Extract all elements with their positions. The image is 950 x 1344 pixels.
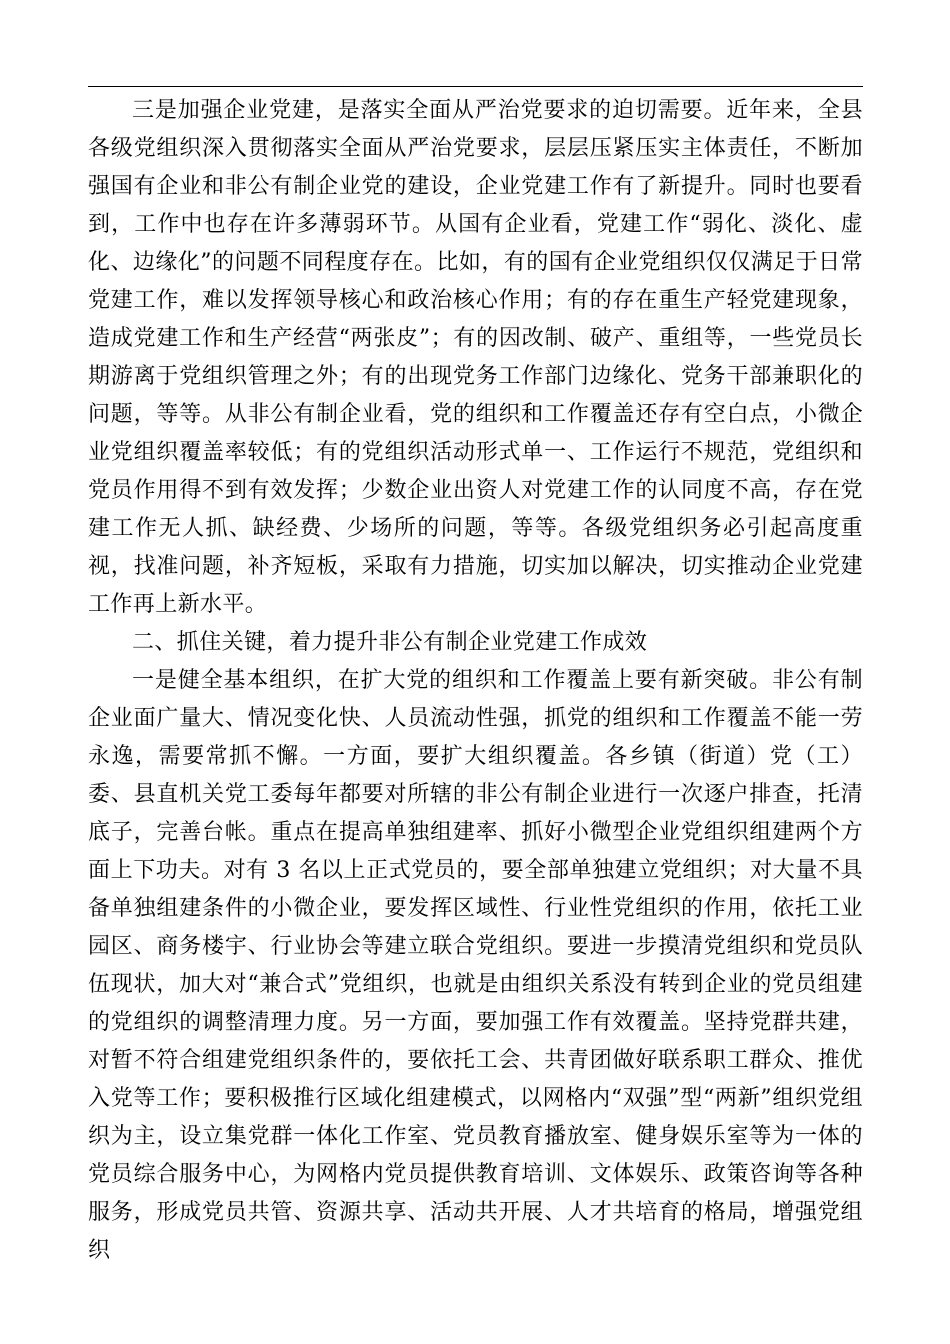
section-heading-two: 二、抓住关键，着力提升非公有制企业党建工作成效 xyxy=(132,630,648,655)
document-body xyxy=(88,92,863,1270)
paragraph-strengthen-party-building: 三是加强企业党建，是落实全面从严治党要求的迫切需要。近年来，全县各级党组织深入贯彻落实全面从严治党要求，层层压紧压实主体责任，不断加强国有企业和非公有制企业党的建设，企业党建工作有了新提升。同时也要看到，工作中也存在许多薄弱环节。从国有企业看，党建工作“弱化、淡化、虚化、边缘化”的问题不同程度存在。比如，有的国有企业党组织仅仅满足于日常党建工作，难以发挥领导核心和政治核心作用；有的存在重生产轻党建现象，造成党建工作和生产经营“两张皮”；有的因改制、破产、重组等，一些党员长期游离于党组织管理之外；有的出现党务工作部门边缘化、党务干部兼职化的问题，等等。从非公有制企业看，党的组织和工作覆盖还存有空白点，小微企业党组织覆盖率较低；有的党组织活动形式单一、工作运行不规范，党组织和党员作用得不到有效发挥；少数企业出资人对党建工作的认同度不高，存在党建工作无人抓、缺经费、少场所的问题，等等。各级党组织务必引起高度重视，找准问题，补齐短板，采取有力措施，切实加以解决，切实推动企业党建工作再上新水平。 xyxy=(88,98,863,617)
paragraph-basic-organization: 一是健全基本组织，在扩大党的组织和工作覆盖上要有新突破。非公有制企业面广量大、情况变化快、人员流动性强，抓党的组织和工作覆盖不能一劳永逸，需要常抓不懈。一方面，要扩大组织覆盖。各乡镇（街道）党（工）委、县直机关党工委每年都要对所辖的非公有制企业进行一次逐户排查，托清底子，完善台帐。重点在提高单独组建率、抓好小微型企业党组织组建两个方面上下功夫。对有 3 名以上正式党员的，要全部单独建立党组织；对大量不具备单独组建条件的小微企业，要发挥区域性、行业性党组织的作用，依托工业园区、商务楼宇、行业协会等建立联合党组织。要进一步摸清党组织和党员队伍现状，加大对“兼合式”党组织，也就是由组织关系没有转到企业的党员组建的党组织的调整清理力度。另一方面，要加强工作有效覆盖。坚持党群共建，对暂不符合组建党组织条件的，要依托工会、共青团做好联系职工群众、推优入党等工作；要积极推行区域化组建模式，以网格内“双强”型“两新”组织党组织为主，设立集党群一体化工作室、党员教育播放室、健身娱乐室等为一体的党员综合服务中心，为网格内党员提供教育培训、文体娱乐、政策咨询等各种服务，形成党员共管、资源共享、活动共开展、人才共培育的格局，增强党组织 xyxy=(88,668,863,1263)
header-rule xyxy=(88,86,863,87)
